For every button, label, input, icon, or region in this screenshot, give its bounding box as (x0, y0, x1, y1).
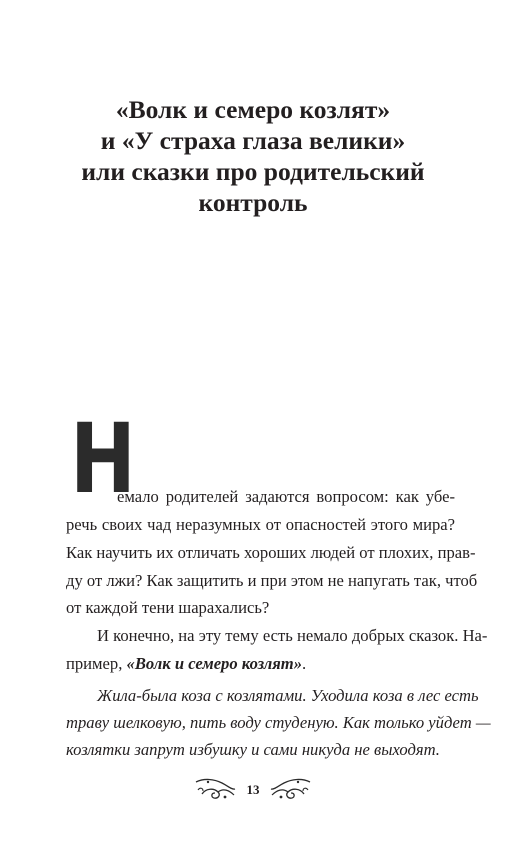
body-text-fragment: пример, (66, 654, 127, 673)
body-text-line: ду от лжи? Как защитить и при этом не напугать так, чтоб (66, 571, 478, 590)
page-footer (0, 776, 506, 806)
floral-flourish-icon (268, 776, 312, 802)
chapter-title-line: или сказки про родительский (81, 157, 425, 186)
quote-line: траву шелковую, пить воду студеную. Как только уйдет — (66, 713, 491, 732)
chapter-title-line: и «У страха глаза велики» (100, 126, 406, 155)
chapter-title-line: контроль (198, 188, 308, 217)
body-text-line: Как научить их отличать хороших людей от плохих, прав- (66, 543, 476, 562)
quote-line: Жила-была коза с козлятами. Уходила коза в лес есть (97, 686, 479, 705)
body-text-line: от каждой тени шарахались? (66, 598, 270, 617)
chapter-title (40, 94, 466, 218)
chapter-title-line: «Волк и семеро козлят» (115, 95, 391, 124)
body-text-line: И конечно, на эту тему есть немало добрых сказок. На- (97, 626, 488, 645)
body-text-line: речь своих чад неразумных от опасностей этого мира? (66, 515, 455, 534)
quote-line: козлятки запрут избушку и сами никуда не выходят. (66, 740, 440, 759)
floral-flourish-icon (194, 776, 238, 802)
body-text-line: емало родителей задаются вопросом: как убе- (117, 487, 455, 506)
drop-cap: Н (70, 403, 136, 515)
body-text-line (66, 654, 306, 674)
body-text-fragment: . (302, 654, 307, 673)
page-number: 13 (246, 782, 260, 797)
fairy-tale-title-emphasis: «Волк и семеро козлят» (126, 654, 302, 673)
